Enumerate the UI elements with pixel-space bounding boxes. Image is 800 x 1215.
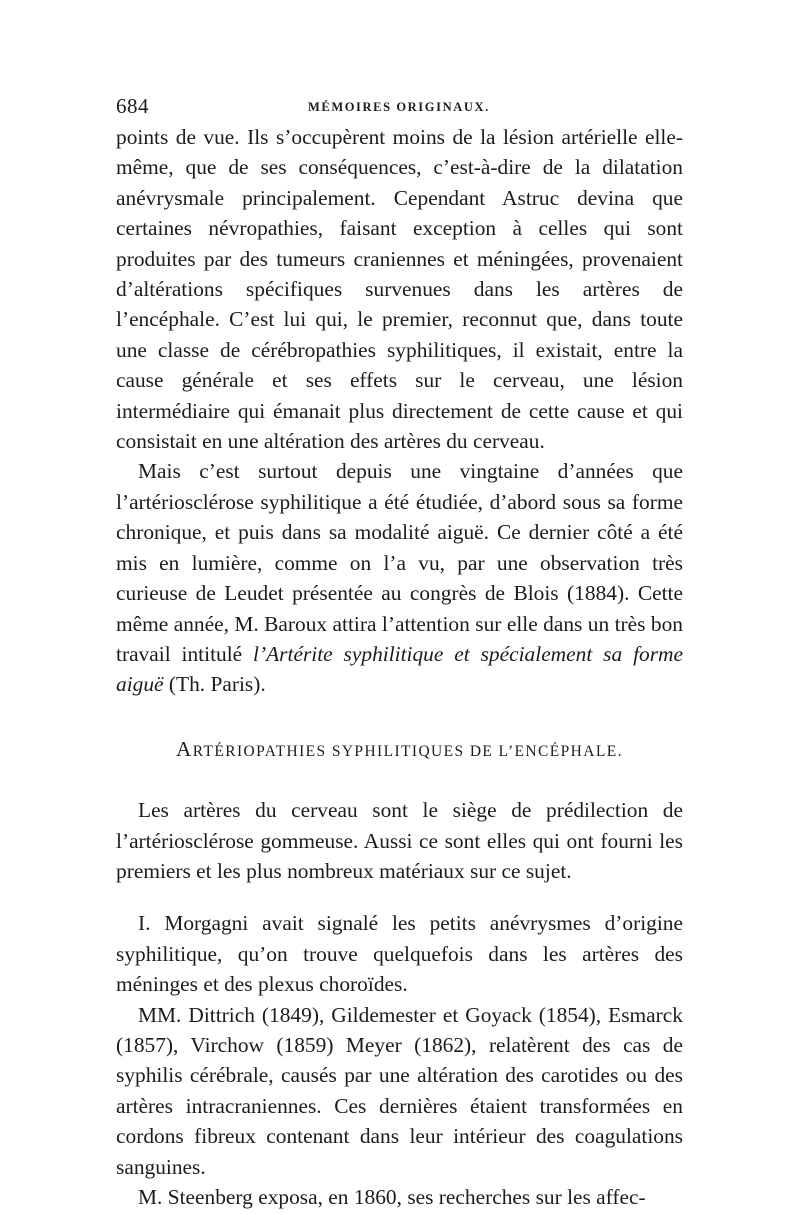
section-title-initial: A — [176, 736, 193, 761]
paragraph-cerebral-arteries: Les artères du cerveau sont le siège de prédilection de l’artériosclérose gommeuse. Aussi ce sont elles qui ont fourni les premiers et les plus nombreux matériaux sur ce sujet. — [116, 798, 683, 883]
running-head: MÉMOIRES ORIGINAUX. — [308, 100, 490, 114]
paragraph-arteriosclerosis — [116, 456, 683, 699]
page-header — [116, 94, 683, 122]
cited-title: l’Artérite syphilitique et spécialement sa forme aiguë — [116, 641, 683, 697]
paragraph-dittrich: MM. Dittrich (1849), Gildemester et Goyack (1854), Esmarck (1857), Virchow (1859) Meyer (1862), relatèrent des cas de syphilis cérébrale, causés par une altération des carotides ou des artères intracraniennes. Ces dernières étaient transformées en cordons fibreux contenant dans leur intérieur des coagulations sanguines. — [116, 1002, 683, 1179]
paragraph-steenberg: M. Steenberg exposa, en 1860, ses recherches sur les affec- — [138, 1185, 646, 1209]
paragraph-morgagni: I. Morgagni avait signalé les petits anévrysmes d’origine syphilitique, qu’on trouve quelquefois dans les artères des méninges et des plexus choroïdes. — [116, 911, 683, 997]
paragraph-text-end: (Th. Paris). — [163, 672, 266, 697]
body-text — [116, 122, 683, 1212]
section-title — [116, 734, 683, 767]
section-title-text: RTÉRIOPATHIES SYPHILITIQUES DE L’ENCÉPHALE. — [192, 742, 623, 760]
paragraph-text: Mais c’est surtout depuis une vingtaine d’années que l’artériosclérose syphilitique a été étudiée, d’abord sous sa forme chronique, et puis dans sa modalité aiguë. Ce dernier côté a été mis en lumière, comme on l’a vu, par une observation très curieuse de Leudet présentée au congrès de Blois (1884). Cette même année, M. Baroux attira l’attention sur elle dans un très bon travail intitulé — [116, 459, 683, 666]
paragraph-continued: points de vue. Ils s’occupèrent moins de la lésion artérielle elle-même, que de ses conséquences, c’est-à-dire de la dilatation anévrysmale principalement. Cependant Astruc devina que certaines névropathies, faisant exception à celles qui sont produites par des tumeurs craniennes et méningées, provenaient d’altérations spécifiques survenues dans les artères de l’encéphale. C’est lui qui, le premier, reconnut que, dans toute une classe de cérébropathies syphilitiques, il existait, entre la cause générale et ses effets sur le cerveau, une lésion intermédiaire qui émanait plus directement de cette cause et qui consistait en une altération des artères du cerveau. — [116, 125, 683, 454]
page-number: 684 — [116, 94, 149, 118]
